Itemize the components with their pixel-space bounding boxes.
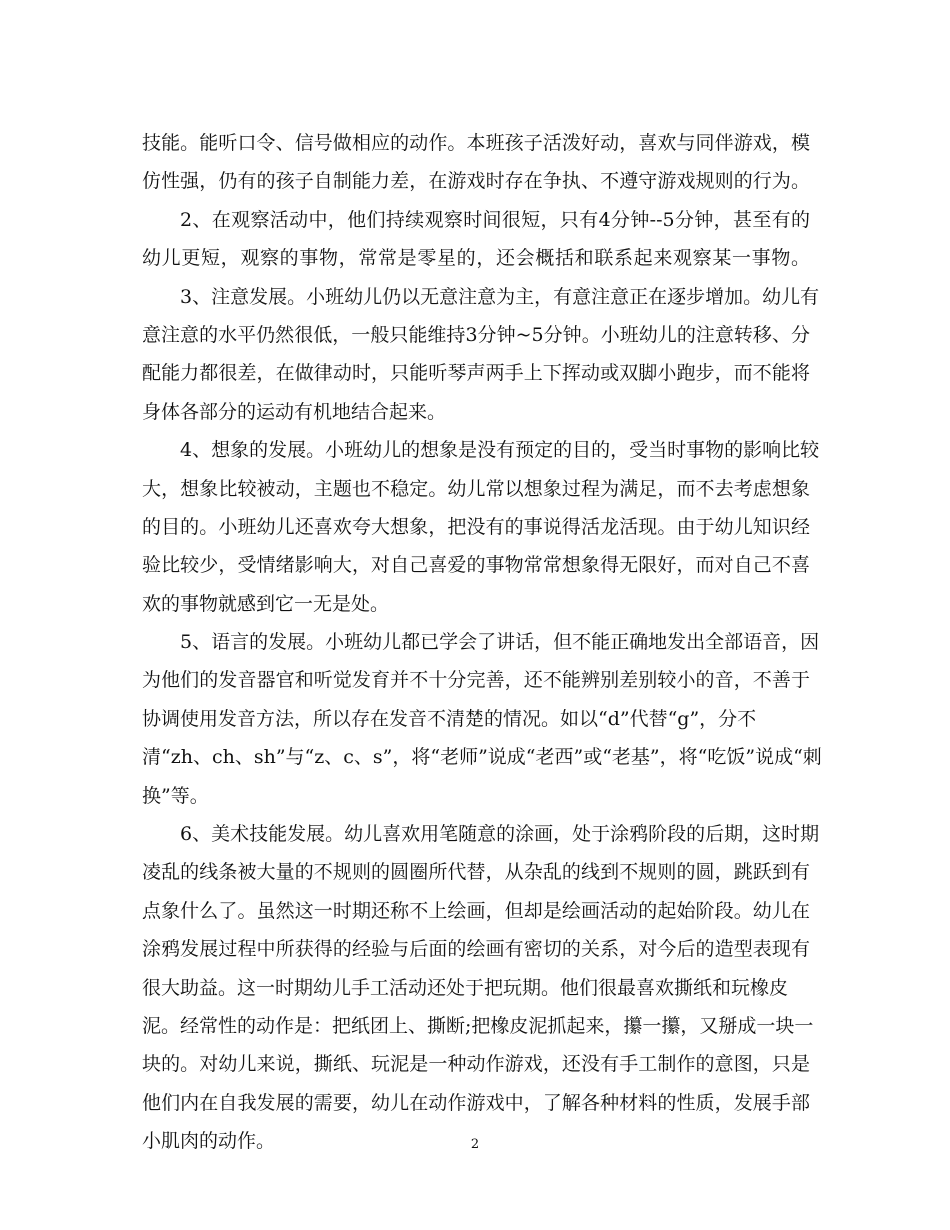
text-line: 为他们的发音器官和听觉发育并不十分完善，还不能辨别差别较小的音，不善于 (142, 669, 810, 692)
text-line: 协调使用发音方法，所以存在发音不清楚的情况。如以“d”代替“g”，分不 (142, 707, 757, 730)
text-line: 验比较少，受情绪影响大，对自己喜爱的事物常常想象得无限好，而对自己不喜 (142, 554, 810, 577)
text-line: 配能力都很差，在做律动时，只能听琴声两手上下挥动或双脚小跑步，而不能将 (142, 362, 810, 385)
text-line: 仿性强，仍有的孩子自制能力差，在游戏时存在争执、不遵守游戏规则的行为。 (142, 170, 810, 193)
paragraph-5-start: 5、语言的发展。小班幼儿都已学会了讲话，但不能正确地发出全部语音，因 (180, 631, 820, 654)
paragraph-4-start: 4、想象的发展。小班幼儿的想象是没有预定的目的，受当时事物的影响比较 (180, 439, 820, 462)
paragraph-3-start: 3、注意发展。小班幼儿仍以无意注意为主，有意注意正在逐步增加。幼儿有 (180, 285, 820, 308)
text-line: 身体各部分的运动有机地结合起来。 (142, 400, 447, 423)
document-body (142, 124, 822, 1161)
text-line: 技能。能听口令、信号做相应的动作。本班孩子活泼好动，喜欢与同伴游戏，模 (142, 132, 810, 154)
text-line: 清“zh、ch、sh”与“z、c、s”，将“老师”说成“老西”或“老基”，将“吃饭”说成“刺 (142, 746, 822, 769)
text-line: 换”等。 (142, 784, 209, 807)
text-line: 大，想象比较被动，主题也不稳定。幼儿常以想象过程为满足，而不去考虑想象 (142, 477, 810, 500)
paragraph-6-start: 6、美术技能发展。幼儿喜欢用笔随意的涂画，处于涂鸦阶段的后期，这时期 (180, 823, 820, 846)
text-line: 很大助益。这一时期幼儿手工活动还处于把玩期。他们很最喜欢撕纸和玩橡皮 (142, 976, 789, 999)
text-line: 他们内在自我发展的需要，幼儿在动作游戏中，了解各种材料的性质，发展手部 (142, 1091, 810, 1114)
text-line: 欢的事物就感到它一无是处。 (142, 592, 390, 615)
text-line: 块的。对幼儿来说，撕纸、玩泥是一种动作游戏，还没有手工制作的意图，只是 (142, 1053, 810, 1076)
text-line: 幼儿更短，观察的事物，常常是零星的，还会概括和联系起来观察某一事物。 (142, 247, 810, 270)
paragraph-2-start: 2、在观察活动中，他们持续观察时间很短，只有4分钟--5分钟，甚至有的 (180, 208, 810, 231)
text-line: 凌乱的线条被大量的不规则的圆圈所代替，从杂乱的线到不规则的圆，跳跃到有 (142, 861, 810, 884)
page-number: 2 (470, 1137, 480, 1152)
text-line: 的目的。小班幼儿还喜欢夸大想象，把没有的事说得活龙活现。由于幼儿知识经 (142, 515, 810, 538)
text-line: 点象什么了。虽然这一时期还称不上绘画，但却是绘画活动的起始阶段。幼儿在 (142, 899, 810, 922)
text-line: 泥。经常性的动作是：把纸团上、撕断;把橡皮泥抓起来，攥一攥，又掰成一块一 (142, 1014, 814, 1037)
text-line: 意注意的水平仍然很低，一般只能维持3分钟~5分钟。小班幼儿的注意转移、分 (142, 323, 810, 346)
text-line: 小肌肉的动作。 (142, 1130, 276, 1153)
text-line: 涂鸦发展过程中所获得的经验与后面的绘画有密切的关系，对今后的造型表现有 (142, 938, 810, 961)
